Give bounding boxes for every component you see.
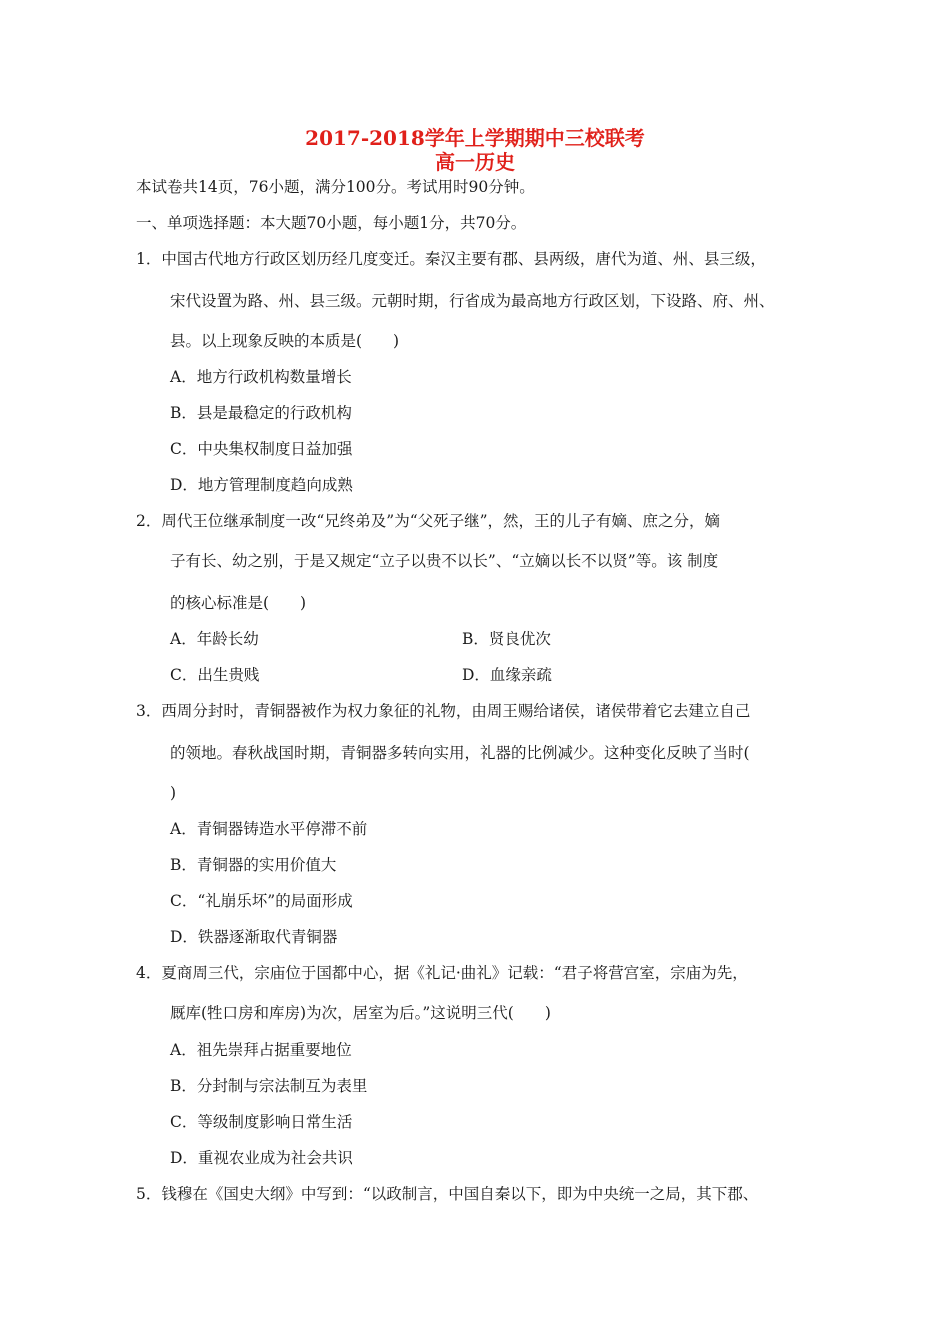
question-2-stem-line: 2．周代王位继承制度一改“兄终弟及”为“父死子继”，然，王的儿子有嫡、庶之分，嫡 xyxy=(136,512,721,530)
question-1-stem-line: 宋代设置为路、州、县三级。元朝时期，行省成为最高地方行政区划，下设路、府、州、 xyxy=(170,292,775,310)
question-1-option-d: D．地方管理制度趋向成熟 xyxy=(170,476,353,494)
question-4-option-a: A．祖先崇拜占据重要地位 xyxy=(170,1041,352,1059)
question-3-option-d: D．铁器逐渐取代青铜器 xyxy=(170,928,338,946)
question-4-stem-line: 厩库(牲口房和库房)为次，居室为后。”这说明三代( ) xyxy=(170,1004,551,1022)
exam-subject: 高一历史 xyxy=(435,150,515,174)
question-4-option-c: C．等级制度影响日常生活 xyxy=(170,1113,353,1131)
question-1-option-c: C．中央集权制度日益加强 xyxy=(170,440,353,458)
question-4-option-d: D．重视农业成为社会共识 xyxy=(170,1149,353,1167)
question-2-stem-line: 的核心标准是( ) xyxy=(170,594,307,612)
section-heading: 一、单项选择题：本大题70小题，每小题1分，共70分。 xyxy=(136,214,527,232)
question-3-option-a: A．青铜器铸造水平停滞不前 xyxy=(170,820,368,838)
question-3-stem-line: 的领地。春秋战国时期，青铜器多转向实用，礼器的比例减少。这种变化反映了当时( xyxy=(170,744,750,762)
question-2-option-c: C．出生贵贱 xyxy=(170,666,260,684)
question-3-stem-line: ) xyxy=(170,784,177,802)
exam-title: 2017-2018学年上学期期中三校联考 xyxy=(305,126,645,150)
question-1-option-a: A．地方行政机构数量增长 xyxy=(170,368,352,386)
question-2-option-a: A．年龄长幼 xyxy=(170,630,259,648)
question-3-stem-line: 3．西周分封时，青铜器被作为权力象征的礼物，由周王赐给诸侯，诸侯带着它去建立自己 xyxy=(136,702,751,720)
question-4-option-b: B．分封制与宗法制互为表里 xyxy=(170,1077,368,1095)
question-4-stem-line: 4．夏商周三代，宗庙位于国都中心，据《礼记·曲礼》记载：“君子将营宫室，宗庙为先， xyxy=(136,964,748,982)
question-3-option-b: B．青铜器的实用价值大 xyxy=(170,856,337,874)
question-2-stem-line: 子有长、幼之别，于是又规定“立子以贵不以长”、“立嫡以长不以贤”等。该 制度 xyxy=(170,552,719,570)
question-1-stem-line: 1．中国古代地方行政区划历经几度变迁。秦汉主要有郡、县两级，唐代为道、州、县三级， xyxy=(136,250,766,268)
question-2-option-b: B．贤良优次 xyxy=(462,630,551,648)
question-3-option-c: C．“礼崩乐坏”的局面形成 xyxy=(170,892,353,910)
question-5-stem-line: 5．钱穆在《国史大纲》中写到：“以政制言，中国自秦以下，即为中央统一之局，其下郡、 xyxy=(136,1185,759,1203)
question-1-option-b: B．县是最稳定的行政机构 xyxy=(170,404,352,422)
question-2-option-d: D．血缘亲疏 xyxy=(462,666,552,684)
exam-info: 本试卷共14页，76小题，满分100分。考试用时90分钟。 xyxy=(136,178,535,196)
question-1-stem-line: 县。以上现象反映的本质是( ) xyxy=(170,332,400,350)
